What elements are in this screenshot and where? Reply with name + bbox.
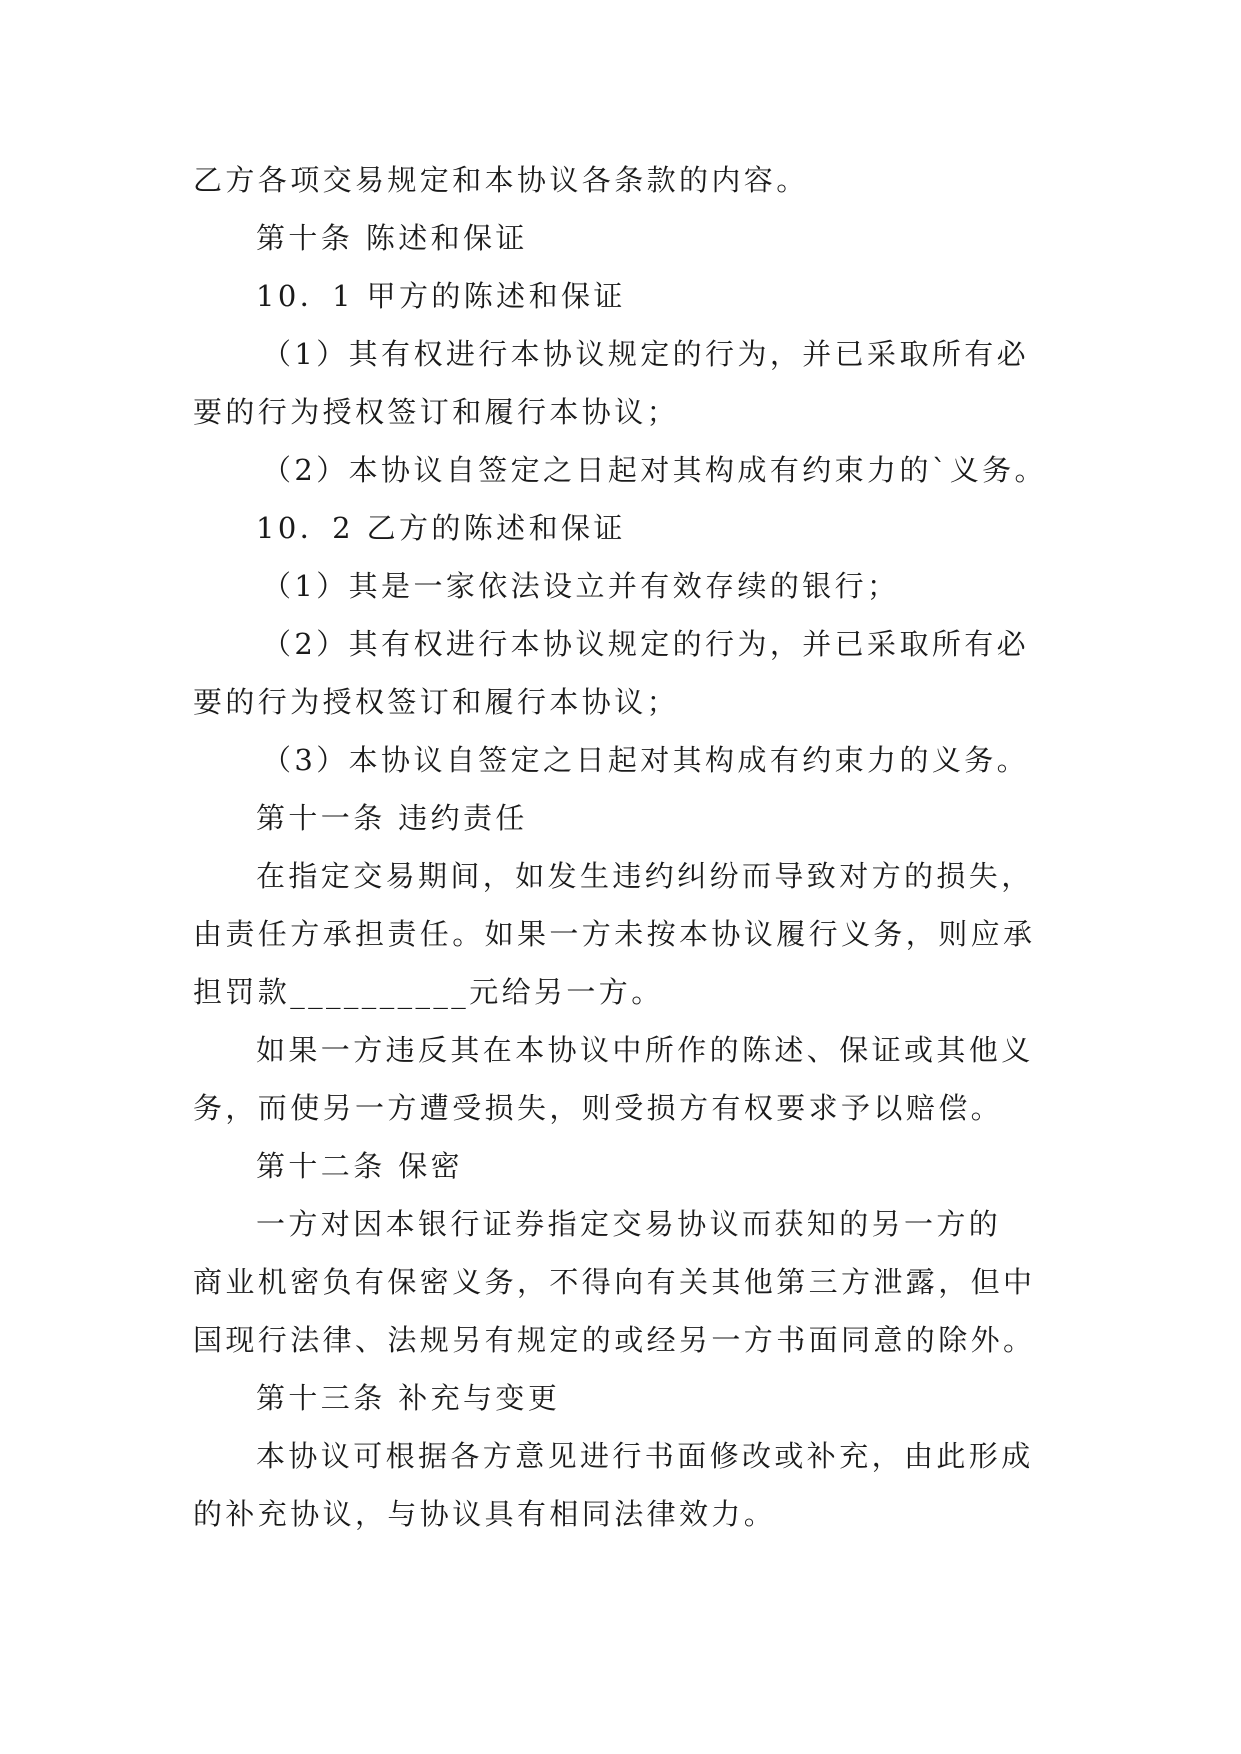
article-12-heading: 第十二条 保密 xyxy=(256,1149,464,1183)
paragraph-line: 担罚款__________元给另一方。 xyxy=(193,975,664,1009)
article-13-heading: 第十三条 补充与变更 xyxy=(256,1381,561,1415)
paragraph-line: 要的行为授权签订和履行本协议； xyxy=(193,395,680,429)
paragraph-line: 乙方各项交易规定和本协议各条款的内容。 xyxy=(193,163,809,197)
section-10-2-heading: 10．2 乙方的陈述和保证 xyxy=(256,511,626,545)
paragraph-line: 本协议可根据各方意见进行书面修改或补充，由此形成 xyxy=(256,1439,1034,1473)
section-10-1-heading: 10．1 甲方的陈述和保证 xyxy=(256,279,626,313)
article-10-heading: 第十条 陈述和保证 xyxy=(256,221,528,255)
paragraph-line: 务，而使另一方遭受损失，则受损方有权要求予以赔偿。 xyxy=(193,1091,1004,1125)
paragraph-line: （1）其是一家依法设立并有效存续的银行； xyxy=(262,569,900,603)
paragraph-line: 要的行为授权签订和履行本协议； xyxy=(193,685,680,719)
paragraph-line: 一方对因本银行证券指定交易协议而获知的另一方的 xyxy=(256,1207,1002,1241)
paragraph-line: （2）其有权进行本协议规定的行为，并已采取所有必 xyxy=(262,627,1030,661)
article-11-heading: 第十一条 违约责任 xyxy=(256,801,528,835)
paragraph-line: 由责任方承担责任。如果一方未按本协议履行义务，则应承 xyxy=(193,917,1036,951)
paragraph-line: 国现行法律、法规另有规定的或经另一方书面同意的除外。 xyxy=(193,1323,1036,1357)
paragraph-line: （3）本协议自签定之日起对其构成有约束力的义务。 xyxy=(262,743,1030,777)
paragraph-line: 如果一方违反其在本协议中所作的陈述、保证或其他义 xyxy=(256,1033,1034,1067)
paragraph-line: 的补充协议，与协议具有相同法律效力。 xyxy=(193,1497,777,1531)
paragraph-line: （2）本协议自签定之日起对其构成有约束力的`义务。 xyxy=(262,453,1047,487)
paragraph-line: （1）其有权进行本协议规定的行为，并已采取所有必 xyxy=(262,337,1030,371)
paragraph-line: 商业机密负有保密义务，不得向有关其他第三方泄露，但中 xyxy=(193,1265,1036,1299)
paragraph-line: 在指定交易期间，如发生违约纠纷而导致对方的损失， xyxy=(256,859,1034,893)
